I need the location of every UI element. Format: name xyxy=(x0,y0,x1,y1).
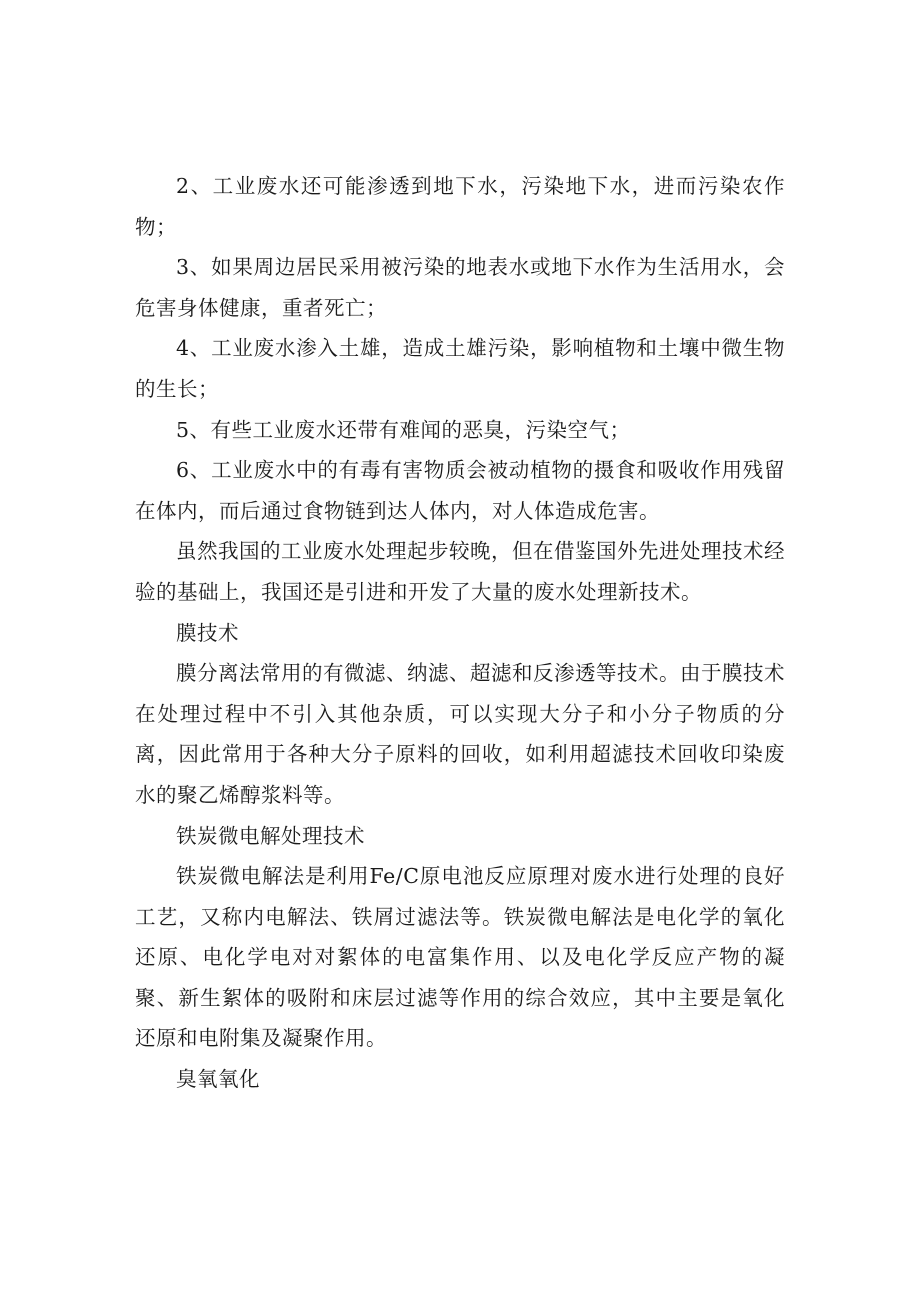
paragraph-food-chain: 6、工业废水中的有毒有害物质会被动植物的摄食和吸收作用残留在体内，而后通过食物链到达人体内，对人体造成危害。 xyxy=(135,458,785,523)
document-body xyxy=(135,166,785,1100)
paragraph-air: 5、有些工业废水还带有难闻的恶臭，污染空气； xyxy=(176,417,631,442)
paragraph-micro-electrolysis: 铁炭微电解法是利用Fe/C原电池反应原理对废水进行处理的良好工艺，又称内电解法、铁屑过滤法等。铁炭微电解法是电化学的氧化还原、电化学电对对絮体的电富集作用、以及电化学反应产物的凝聚、新生絮体的吸附和床层过滤等作用的综合效应，其中主要是氧化还原和电附集及凝聚作用。 xyxy=(135,864,785,1051)
section-heading-membrane: 膜技术 xyxy=(176,620,239,645)
paragraph-groundwater: 2、工业废水还可能渗透到地下水，污染地下水，进而污染农作物； xyxy=(135,174,785,239)
paragraph-membrane: 膜分离法常用的有微滤、纳滤、超滤和反渗透等技术。由于膜技术在处理过程中不引入其他杂质，可以实现大分子和小分子物质的分离，因此常用于各种大分子原料的回收，如利用超滤技术回收印染废水的聚乙烯醇浆料等。 xyxy=(135,661,785,807)
paragraph-intro-technologies: 虽然我国的工业废水处理起步较晚，但在借鉴国外先进处理技术经验的基础上，我国还是引进和开发了大量的废水处理新技术。 xyxy=(135,539,785,604)
paragraph-soil: 4、工业废水渗入土雄，造成土雄污染，影响植物和土壤中微生物的生长； xyxy=(135,336,785,401)
section-heading-micro-electrolysis: 铁炭微电解处理技术 xyxy=(176,823,365,848)
section-heading-ozone: 臭氧氧化 xyxy=(176,1067,260,1092)
paragraph-drinking-water: 3、如果周边居民采用被污染的地表水或地下水作为生活用水，会危害身体健康，重者死亡； xyxy=(135,255,785,320)
